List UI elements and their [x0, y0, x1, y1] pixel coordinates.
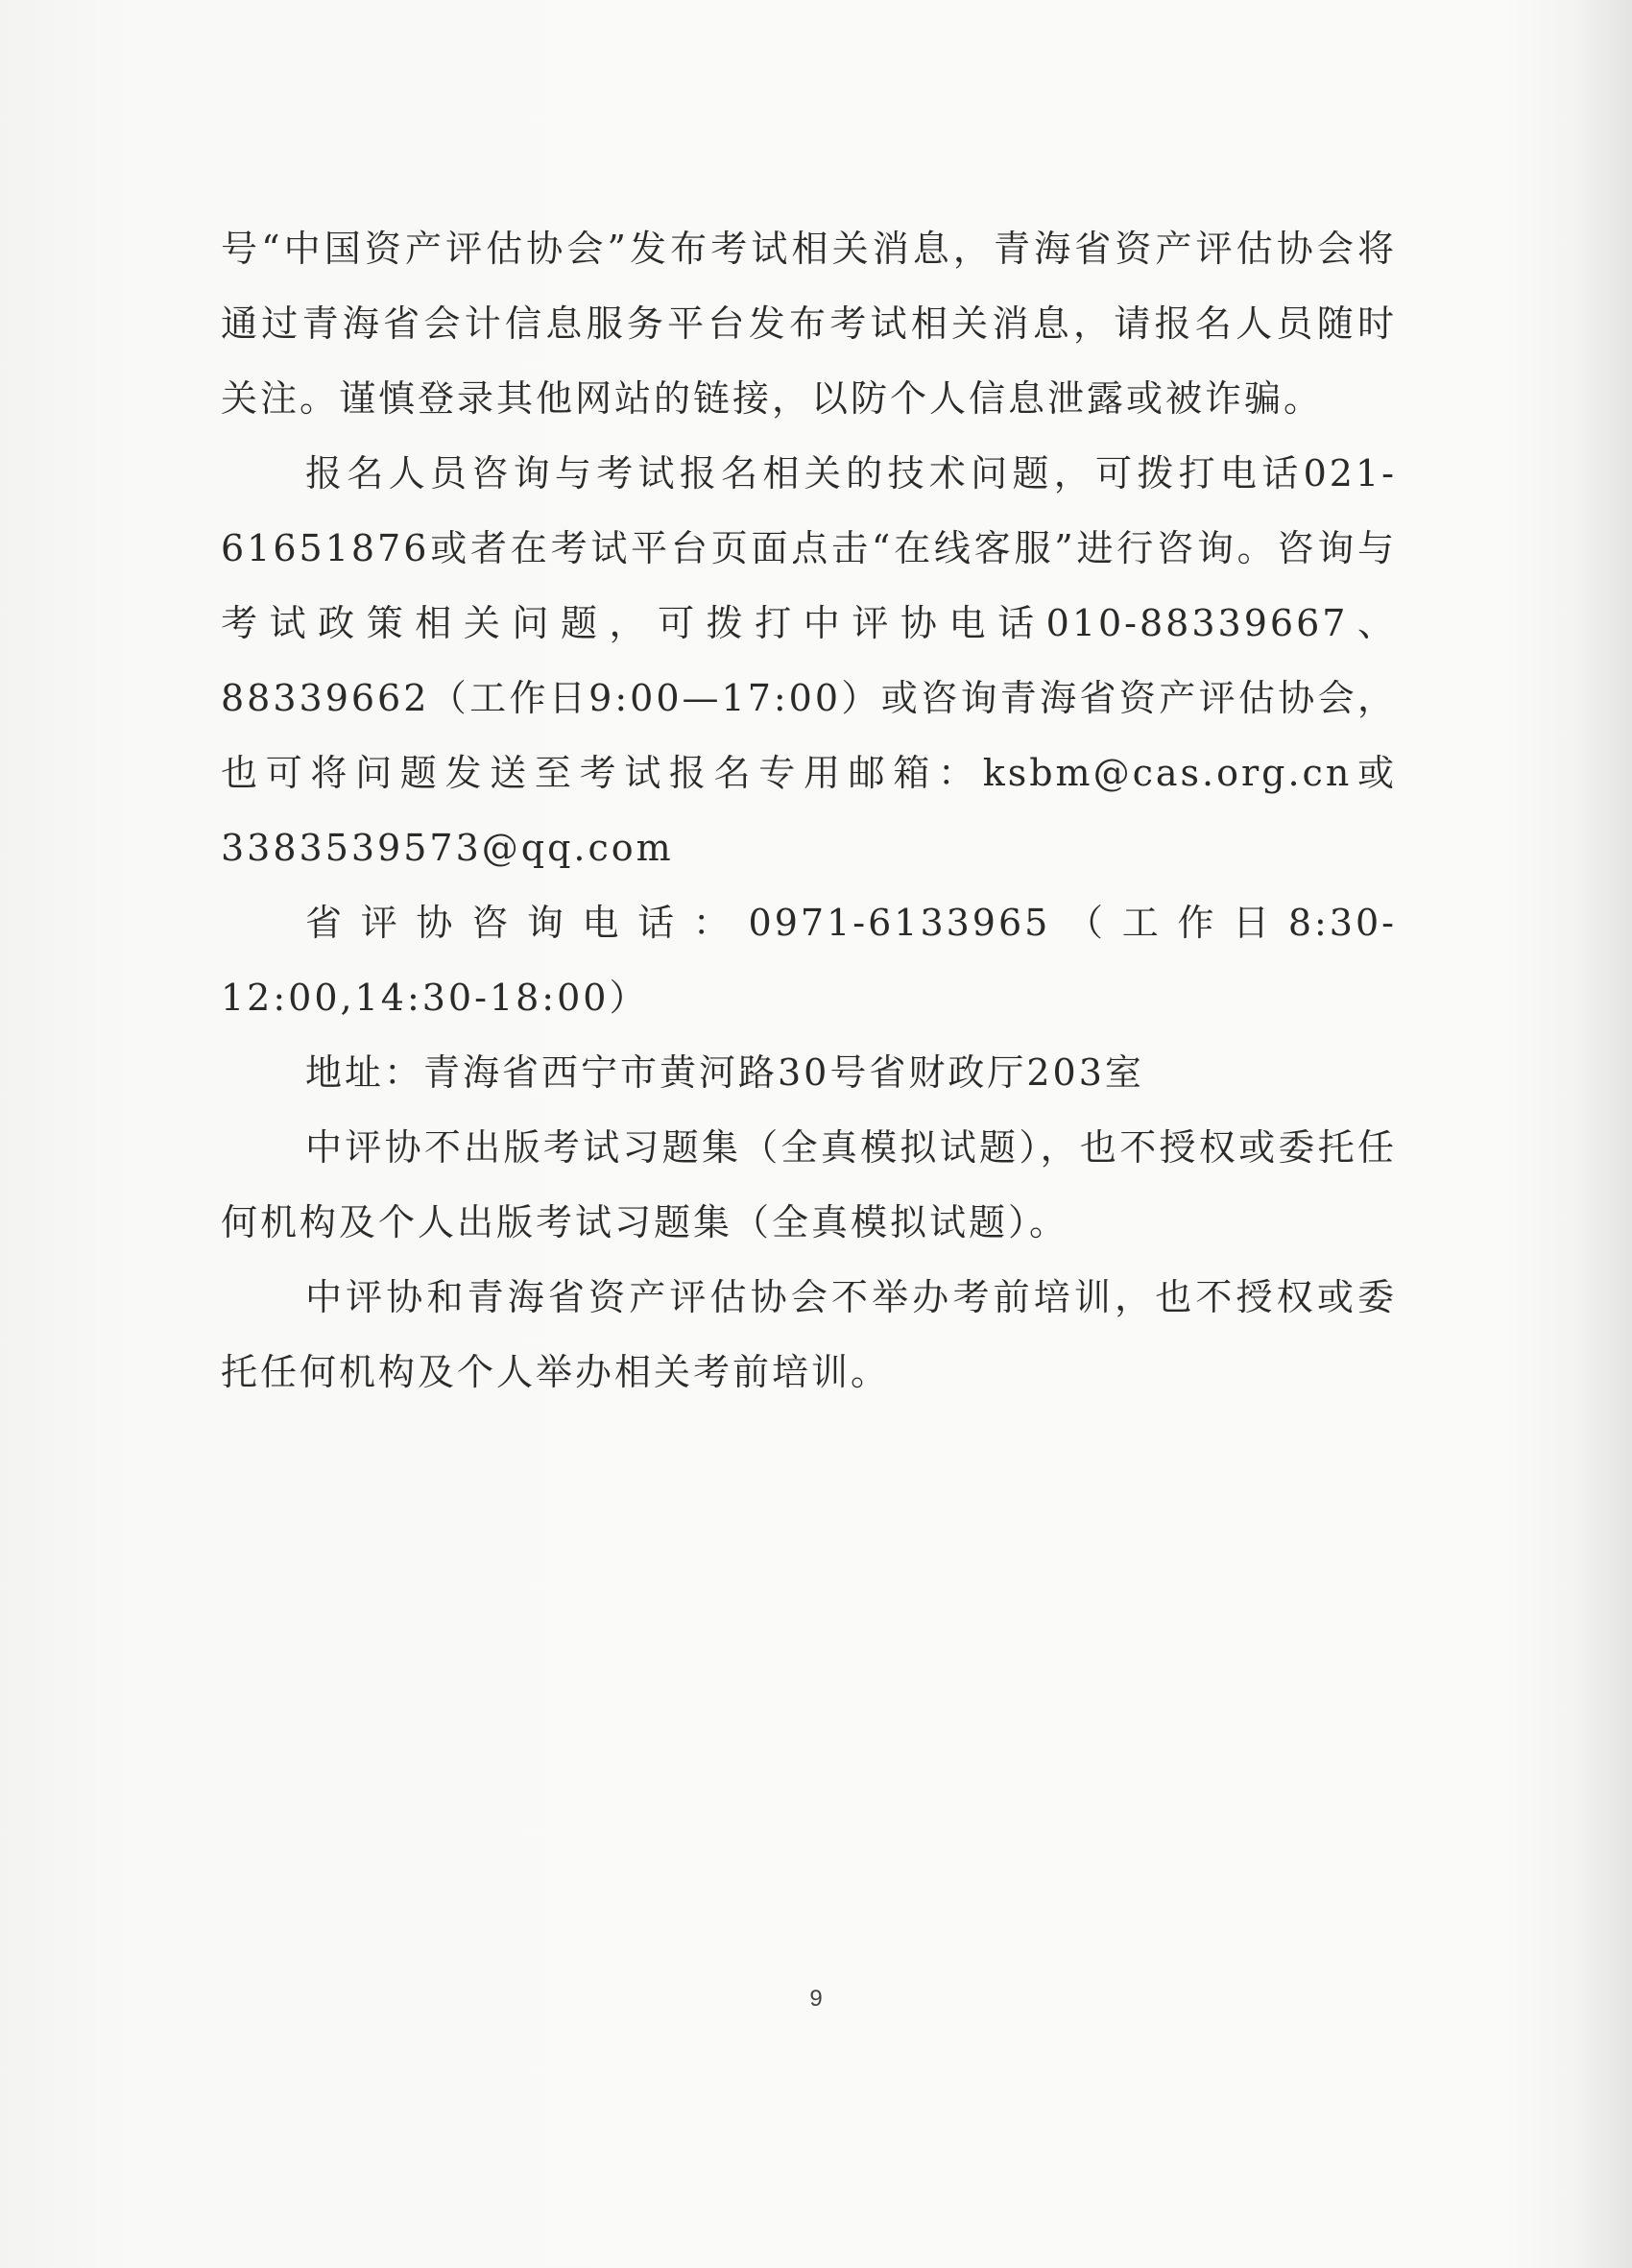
- paragraph-no-exercise-books: 中评协不出版考试习题集（全真模拟试题），也不授权或委托任何机构及个人出版考试习题集（全真模拟试题）。: [221, 1126, 1397, 1243]
- page-number: 9: [809, 1986, 823, 2012]
- paragraph-no-training: 中评协和青海省资产评估协会不举办考前培训，也不授权或委托任何机构及个人举办相关考前培训。: [221, 1276, 1397, 1393]
- paragraph-provincial-phone: 省评协咨询电话：0971-6133965（工作日8:30-12:00,14:30-18:00）: [221, 902, 1397, 1019]
- paragraph-exam-notice-continued: 号“中国资产评估协会”发布考试相关消息，青海省资产评估协会将通过青海省会计信息服务平台发布考试相关消息，请报名人员随时关注。谨慎登录其他网站的链接，以防个人信息泄露或被诈骗。: [221, 228, 1397, 420]
- scan-edge-shadow: [1574, 0, 1632, 2268]
- document-body: [221, 211, 1397, 1410]
- paragraph-consultation: 报名人员咨询与考试报名相关的技术问题，可拨打电话021-61651876或者在考试平台页面点击“在线客服”进行咨询。咨询与考试政策相关问题，可拨打中评协电话010-88339667、88339662（工作日9:00—17:00）或咨询青海省资产评估协会，也可将问题发送至考试报名专用邮箱：ksbm@cas.org.cn或3383539573@qq.com: [221, 452, 1397, 869]
- paragraph-address: 地址：青海省西宁市黄河路30号省财政厅203室: [305, 1051, 1144, 1094]
